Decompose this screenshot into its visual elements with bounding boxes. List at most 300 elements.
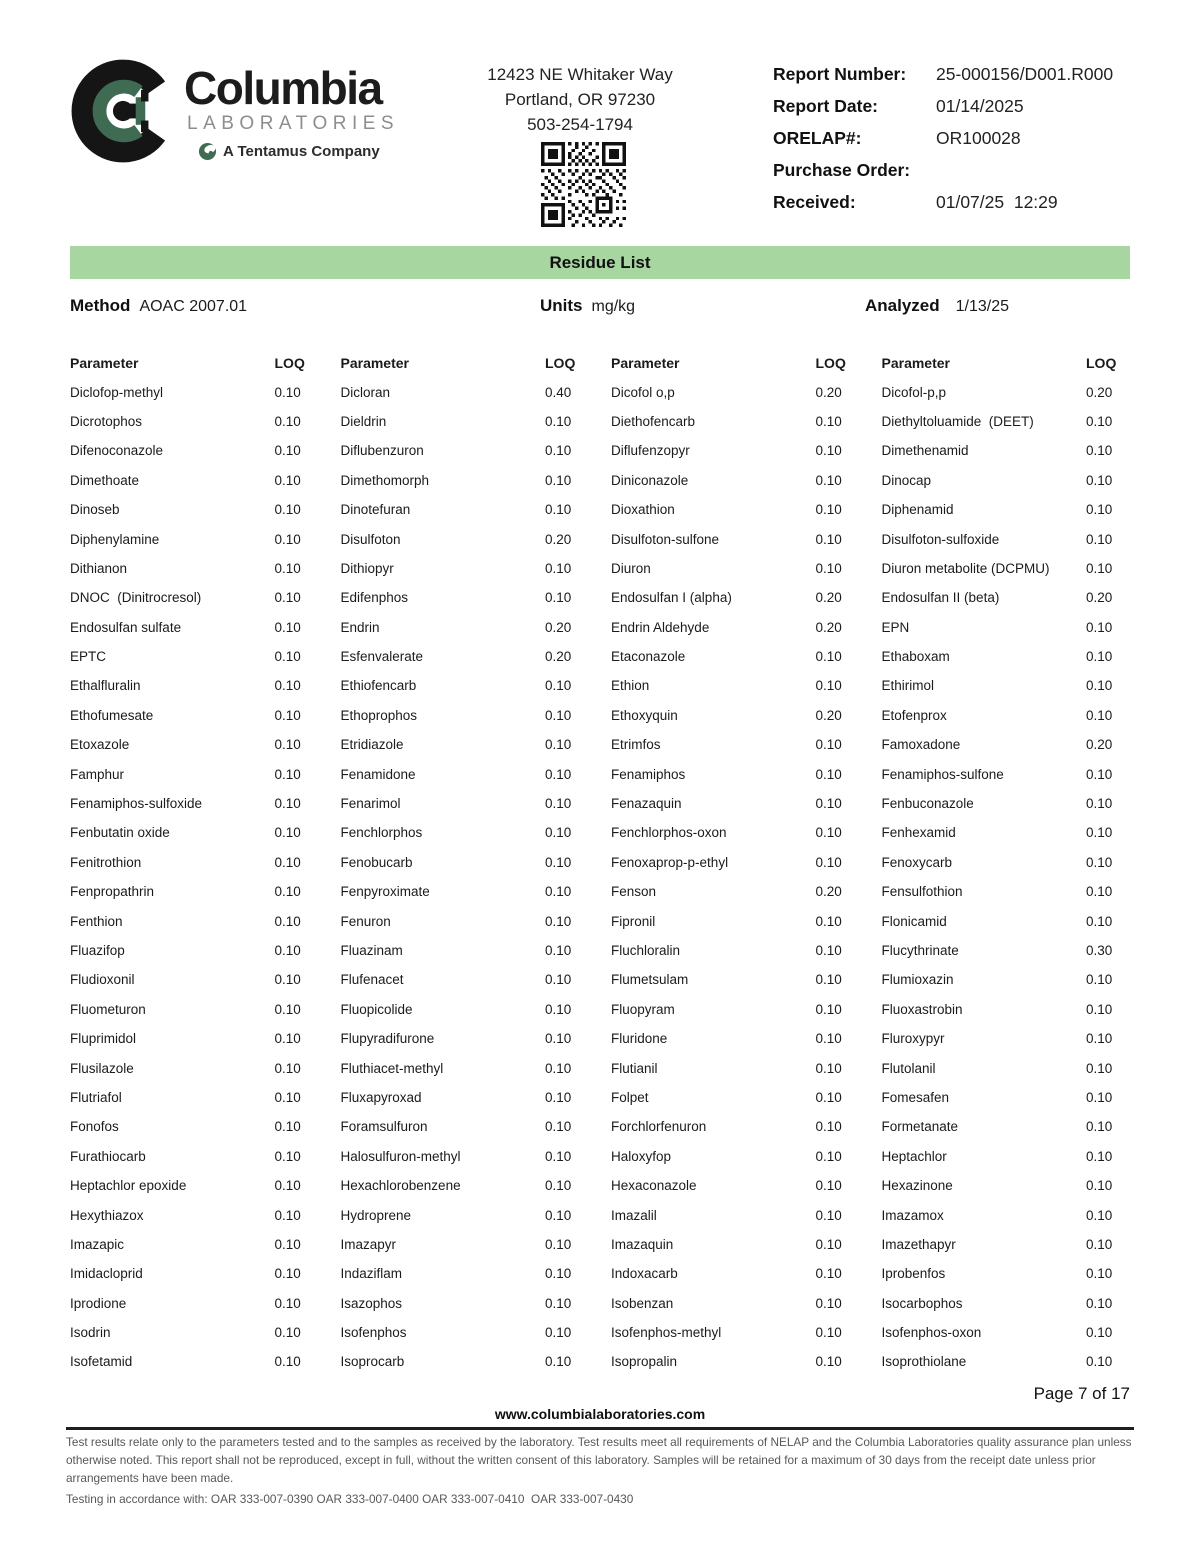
residue-row: [70, 848, 319, 877]
loq-value: 0.10: [815, 531, 842, 547]
parameter-name: Fenobucarb: [340, 854, 413, 870]
parameter-name: Iprobenfos: [881, 1266, 946, 1282]
parameter-name: Fenpropathrin: [70, 884, 155, 900]
residue-row: [882, 407, 1131, 436]
residue-row: [611, 377, 860, 406]
parameter-name: Flufenacet: [340, 972, 404, 988]
residue-row: [70, 436, 319, 465]
residue-row: [882, 377, 1131, 406]
residue-row: [70, 377, 319, 406]
residue-row: [70, 1112, 319, 1141]
loq-value: 0.10: [545, 1295, 572, 1311]
residue-row: [882, 906, 1131, 935]
loq-value: 0.10: [274, 472, 301, 488]
loq-value: 0.40: [545, 384, 572, 400]
residue-row: [611, 877, 860, 906]
residue-row: [70, 642, 319, 671]
residue-row: [341, 1259, 590, 1288]
loq-value: 0.10: [545, 1031, 572, 1047]
parameter-name: Difenoconazole: [70, 443, 164, 459]
parameter-name: Isobenzan: [611, 1295, 674, 1311]
parameter-name: Fenthion: [70, 913, 123, 929]
parameter-name: Etoxazole: [70, 737, 130, 753]
report-field-row: [773, 192, 1143, 224]
parameter-name: Dimethenamid: [881, 443, 969, 459]
residue-row: [611, 436, 860, 465]
parameter-name: Diflufenzopyr: [611, 443, 690, 459]
residue-row: [611, 554, 860, 583]
loq-value: 0.10: [274, 707, 301, 723]
loq-value: 0.10: [274, 796, 301, 812]
loq-value: 0.30: [1086, 943, 1113, 958]
loq-value: 0.10: [545, 1207, 572, 1223]
parameter-name: Fluazifop: [70, 943, 125, 958]
parameter-name: Dimethomorph: [340, 472, 430, 488]
loq-value: 0.10: [1086, 854, 1113, 870]
residue-row: [611, 1347, 860, 1376]
loq-value: 0.10: [1086, 472, 1113, 488]
parameter-name: Imazapyr: [340, 1236, 397, 1252]
residue-table: [70, 348, 1130, 1377]
loq-value: 0.10: [274, 649, 301, 665]
residue-row: [70, 759, 319, 788]
residue-row: [882, 730, 1131, 759]
parameter-name: Dicrotophos: [70, 413, 143, 429]
residue-table-header-row: [341, 348, 590, 377]
loq-value: 0.20: [815, 707, 842, 723]
report-field-row: [773, 64, 1143, 96]
residue-row: [882, 1259, 1131, 1288]
parameter-name: Ethofumesate: [70, 707, 154, 723]
loq-value: 0.10: [274, 766, 301, 782]
parameter-name: Fenpyroximate: [340, 884, 430, 900]
loq-value: 0.10: [815, 913, 842, 929]
residue-row: [611, 1259, 860, 1288]
testing-accordance-text: Testing in accordance with: OAR 333-007-0390 OAR 333-007-0400 OAR 333-007-0410 OAR 333-007-0430: [66, 1492, 634, 1506]
page-number: Page 7 of 17: [1033, 1384, 1130, 1403]
parameter-name: Esfenvalerate: [340, 649, 424, 665]
parameter-column-header: Parameter: [881, 354, 950, 371]
residue-row: [70, 1200, 319, 1229]
loq-value: 0.20: [545, 619, 572, 635]
parameter-name: Hexachlorobenzene: [340, 1178, 461, 1194]
loq-value: 0.10: [274, 560, 301, 576]
analyzed-value: 1/13/25: [955, 298, 1010, 315]
loq-value: 0.10: [815, 413, 842, 429]
loq-value: 0.10: [274, 1148, 301, 1164]
residue-row: [341, 848, 590, 877]
parameter-name: Hexazinone: [881, 1178, 953, 1194]
residue-row: [341, 642, 590, 671]
parameter-name: Flutianil: [611, 1060, 658, 1076]
parameter-name: Heptachlor: [881, 1148, 947, 1164]
parameter-name: Fipronil: [611, 913, 656, 929]
parameter-name: Ethirimol: [881, 678, 935, 694]
loq-value: 0.10: [274, 1031, 301, 1047]
residue-row: [882, 877, 1131, 906]
loq-value: 0.10: [1086, 1236, 1113, 1252]
parameter-name: Hexaconazole: [611, 1178, 697, 1194]
residue-row: [611, 965, 860, 994]
parameter-name: Fenoxycarb: [881, 854, 953, 870]
loq-value: 0.10: [545, 972, 572, 988]
loq-column-header: LOQ: [815, 354, 846, 371]
residue-row: [882, 936, 1131, 965]
loq-value: 0.10: [274, 1089, 301, 1105]
loq-value: 0.20: [1086, 590, 1113, 606]
residue-row: [882, 1053, 1131, 1082]
loq-value: 0.10: [545, 1178, 572, 1194]
loq-value: 0.10: [815, 1119, 842, 1135]
parameter-name: Fenitrothion: [70, 854, 142, 870]
logo-wordmark: Columbia: [184, 62, 382, 114]
residue-row: [70, 1024, 319, 1053]
loq-value: 0.10: [815, 825, 842, 841]
loq-value: 0.10: [545, 737, 572, 753]
residue-row: [341, 1289, 590, 1318]
parameter-column-header: Parameter: [340, 354, 409, 371]
parameter-name: Isocarbophos: [881, 1295, 963, 1311]
residue-row: [882, 613, 1131, 642]
loq-value: 0.10: [545, 443, 572, 459]
loq-value: 0.10: [545, 913, 572, 929]
loq-value: 0.10: [545, 854, 572, 870]
residue-row: [70, 789, 319, 818]
loq-value: 0.10: [545, 943, 572, 958]
parameter-name: Fenamiphos-sulfoxide: [70, 796, 203, 812]
loq-value: 0.20: [545, 531, 572, 547]
residue-row: [611, 1230, 860, 1259]
parameter-name: Endosulfan I (alpha): [611, 590, 732, 606]
residue-row: [882, 466, 1131, 495]
residue-row: [341, 1230, 590, 1259]
residue-row: [70, 1230, 319, 1259]
loq-value: 0.10: [545, 1325, 572, 1341]
residue-row: [882, 789, 1131, 818]
loq-value: 0.10: [274, 502, 301, 518]
loq-column-header: LOQ: [1086, 354, 1117, 371]
residue-row: [611, 671, 860, 700]
parameter-name: Isopropalin: [611, 1354, 678, 1370]
parameter-name: Endosulfan sulfate: [70, 619, 182, 635]
residue-row: [70, 466, 319, 495]
loq-value: 0.20: [815, 384, 842, 400]
parameter-name: Disulfoton-sulfoxide: [881, 531, 1000, 547]
residue-row: [341, 554, 590, 583]
parameter-name: Diclofop-methyl: [70, 384, 164, 400]
parameter-name: Dicofol o,p: [611, 384, 675, 400]
parameter-name: Heptachlor epoxide: [70, 1178, 187, 1194]
loq-value: 0.10: [815, 943, 842, 958]
loq-value: 0.10: [815, 796, 842, 812]
loq-value: 0.10: [815, 1354, 842, 1370]
residue-row: [611, 642, 860, 671]
residue-row: [882, 1200, 1131, 1229]
loq-value: 0.10: [1086, 678, 1113, 694]
loq-value: 0.10: [274, 1236, 301, 1252]
parameter-name: Fluazinam: [340, 943, 403, 958]
parameter-name: Fluthiacet-methyl: [340, 1060, 444, 1076]
loq-value: 0.10: [545, 707, 572, 723]
residue-row: [341, 407, 590, 436]
parameter-name: Etofenprox: [881, 707, 947, 723]
lab-address-block: [415, 62, 745, 137]
residue-row: [341, 1171, 590, 1200]
residue-row: [341, 583, 590, 612]
parameter-name: Fenbuconazole: [881, 796, 974, 812]
residue-row: [341, 1083, 590, 1112]
loq-value: 0.10: [545, 796, 572, 812]
received-label: Received:: [773, 192, 856, 212]
analysis-meta-row: [70, 296, 1130, 320]
residue-row: [341, 436, 590, 465]
parameter-name: Fluroxypyr: [881, 1031, 945, 1047]
parameter-name: Dinoseb: [70, 502, 120, 518]
residue-row: [611, 524, 860, 553]
loq-value: 0.10: [545, 884, 572, 900]
loq-value: 0.10: [274, 384, 301, 400]
residue-row: [70, 495, 319, 524]
residue-row: [341, 671, 590, 700]
logo-subtitle: LABORATORIES: [187, 113, 400, 134]
parameter-name: Disulfoton-sulfone: [611, 531, 720, 547]
loq-value: 0.10: [1086, 1354, 1113, 1370]
residue-row: [611, 818, 860, 847]
residue-row: [611, 1024, 860, 1053]
residue-row: [611, 848, 860, 877]
parameter-name: Diflubenzuron: [340, 443, 424, 459]
parameter-name: Indoxacarb: [611, 1266, 678, 1282]
residue-row: [341, 524, 590, 553]
loq-value: 0.10: [545, 1148, 572, 1164]
loq-value: 0.10: [545, 1236, 572, 1252]
residue-row: [70, 613, 319, 642]
parameter-name: Imazaquin: [611, 1236, 674, 1252]
disclaimer-text: Test results relate only to the parameters tested and to the samples as received by the laboratory. Test results meet all requirements of NELAP and the Columbia Laboratories quality assurance plan unless otherwise noted. This report shall not be reproduced, except in full, without the written consent of this laboratory. Samples will be retained for a maximum of 30 days from the receipt date unless prior arrangements have been made.: [66, 1435, 1132, 1485]
loq-value: 0.10: [815, 1266, 842, 1282]
parameter-name: Dioxathion: [611, 502, 675, 518]
loq-value: 0.20: [815, 619, 842, 635]
parameter-name: Edifenphos: [340, 590, 409, 606]
units-value: mg/kg: [591, 298, 636, 315]
loq-value: 0.10: [545, 413, 572, 429]
loq-value: 0.10: [1086, 972, 1113, 988]
parameter-name: Etaconazole: [611, 649, 686, 665]
loq-value: 0.10: [815, 737, 842, 753]
columbia-laboratories-logo: [70, 58, 399, 164]
parameter-name: Flupyradifurone: [340, 1031, 435, 1047]
residue-row: [341, 1347, 590, 1376]
parameter-name: Ethoxyquin: [611, 707, 678, 723]
parameter-name: Imazamox: [881, 1207, 944, 1223]
residue-row: [611, 1318, 860, 1347]
residue-row: [611, 906, 860, 935]
residue-row: [341, 1318, 590, 1347]
parameter-name: Diethyltoluamide (DEET): [881, 413, 1034, 429]
report-field-row: [773, 96, 1143, 128]
parameter-name: Diphenamid: [881, 502, 954, 518]
loq-value: 0.10: [1086, 1119, 1113, 1135]
residue-row: [611, 701, 860, 730]
residue-row: [70, 554, 319, 583]
loq-value: 0.10: [815, 766, 842, 782]
parameter-name: Imazethapyr: [881, 1236, 956, 1252]
loq-value: 0.10: [1086, 1325, 1113, 1341]
parameter-name: Fenamiphos: [611, 766, 686, 782]
residue-row: [611, 936, 860, 965]
residue-row: [611, 1112, 860, 1141]
residue-row: [882, 995, 1131, 1024]
residue-row: [341, 1112, 590, 1141]
residue-row: [341, 495, 590, 524]
loq-value: 0.20: [815, 884, 842, 900]
residue-row: [882, 965, 1131, 994]
loq-value: 0.20: [1086, 384, 1113, 400]
residue-row: [70, 1259, 319, 1288]
parameter-name: Ethoprophos: [340, 707, 418, 723]
parameter-name: Etridiazole: [340, 737, 404, 753]
website-url: www.columbialaboratories.com: [494, 1406, 706, 1422]
parameter-name: Imazapic: [70, 1236, 125, 1252]
residue-row: [882, 495, 1131, 524]
residue-row: [341, 759, 590, 788]
residue-row: [611, 1200, 860, 1229]
residue-row: [611, 407, 860, 436]
parameter-name: Fluridone: [611, 1031, 668, 1047]
residue-row: [611, 789, 860, 818]
loq-value: 0.10: [545, 1060, 572, 1076]
footer-divider: [66, 1427, 1134, 1430]
residue-row: [70, 1171, 319, 1200]
loq-value: 0.10: [545, 1001, 572, 1017]
residue-row: [70, 1289, 319, 1318]
loq-value: 0.10: [815, 1295, 842, 1311]
parameter-name: Furathiocarb: [70, 1148, 146, 1164]
parameter-name: Fluometuron: [70, 1001, 146, 1017]
parameter-name: Flutolanil: [881, 1060, 936, 1076]
parameter-name: Fluopicolide: [340, 1001, 413, 1017]
residue-row: [341, 818, 590, 847]
loq-value: 0.10: [545, 472, 572, 488]
residue-row: [882, 436, 1131, 465]
loq-value: 0.20: [815, 590, 842, 606]
loq-value: 0.10: [545, 560, 572, 576]
parameter-name: Isofenphos: [340, 1325, 407, 1341]
residue-table-column-4: [882, 348, 1131, 1377]
residue-row: [70, 583, 319, 612]
residue-row: [341, 1200, 590, 1229]
analyzed-label: Analyzed: [865, 296, 940, 315]
parameter-name: Isodrin: [70, 1325, 111, 1341]
parameter-name: Ethiofencarb: [340, 678, 417, 694]
residue-row: [70, 906, 319, 935]
loq-value: 0.10: [1086, 1266, 1113, 1282]
loq-value: 0.10: [274, 825, 301, 841]
residue-row: [611, 613, 860, 642]
loq-value: 0.10: [274, 413, 301, 429]
parameter-name: Fenson: [611, 884, 657, 900]
residue-row: [341, 377, 590, 406]
loq-value: 0.10: [274, 1354, 301, 1370]
residue-row: [882, 1289, 1131, 1318]
purchase-order-label: Purchase Order:: [773, 160, 911, 180]
parameter-name: EPTC: [70, 649, 107, 665]
parameter-name: Endrin: [340, 619, 380, 635]
loq-value: 0.10: [1086, 1001, 1113, 1017]
residue-row: [70, 1053, 319, 1082]
parameter-name: Isazophos: [340, 1295, 403, 1311]
residue-row: [70, 730, 319, 759]
residue-row: [70, 877, 319, 906]
residue-row: [341, 965, 590, 994]
report-info-block: [773, 64, 1143, 224]
method-label: Method: [70, 296, 131, 315]
loq-column-header: LOQ: [545, 354, 576, 371]
residue-row: [611, 1289, 860, 1318]
residue-row: [341, 1024, 590, 1053]
loq-value: 0.10: [1086, 884, 1113, 900]
parameter-name: Flusilazole: [70, 1060, 134, 1076]
residue-table-column-2: [341, 348, 590, 1377]
parameter-name: Halosulfuron-methyl: [340, 1148, 461, 1164]
parameter-name: Endrin Aldehyde: [611, 619, 710, 635]
parameter-name: Diethofencarb: [611, 413, 696, 429]
loq-value: 0.10: [274, 619, 301, 635]
loq-column-header: LOQ: [274, 354, 305, 371]
tentamus-leaf-icon: [198, 142, 217, 161]
loq-value: 0.10: [1086, 796, 1113, 812]
residue-row: [70, 524, 319, 553]
loq-value: 0.10: [274, 1119, 301, 1135]
loq-value: 0.10: [1086, 1295, 1113, 1311]
residue-row: [341, 730, 590, 759]
residue-row: [882, 1347, 1131, 1376]
parameter-name: Imidacloprid: [70, 1266, 143, 1282]
residue-row: [341, 995, 590, 1024]
loq-value: 0.10: [274, 854, 301, 870]
loq-value: 0.10: [815, 443, 842, 459]
parameter-name: Famphur: [70, 766, 125, 782]
loq-value: 0.10: [1086, 1148, 1113, 1164]
loq-value: 0.10: [815, 1089, 842, 1105]
residue-row: [341, 936, 590, 965]
parameter-name: Formetanate: [881, 1119, 959, 1135]
parameter-name: Famoxadone: [881, 737, 961, 753]
parameter-name: Endosulfan II (beta): [881, 590, 1000, 606]
loq-value: 0.10: [545, 1354, 572, 1370]
columbia-c-logo-icon: [70, 58, 176, 164]
residue-row: [882, 642, 1131, 671]
loq-value: 0.10: [545, 825, 572, 841]
parameter-name: DNOC (Dinitrocresol): [70, 590, 202, 606]
parameter-name: Diniconazole: [611, 472, 689, 488]
residue-row: [70, 1318, 319, 1347]
loq-value: 0.10: [1086, 560, 1113, 576]
loq-value: 0.10: [815, 1207, 842, 1223]
residue-row: [70, 818, 319, 847]
parameter-name: Imazalil: [611, 1207, 657, 1223]
qr-code: [541, 142, 626, 227]
parameter-name: Forchlorfenuron: [611, 1119, 707, 1135]
loq-value: 0.10: [1086, 619, 1113, 635]
residue-row: [882, 1024, 1131, 1053]
parameter-name: Flumioxazin: [881, 972, 954, 988]
loq-value: 0.10: [545, 1266, 572, 1282]
parameter-name: Diuron metabolite (DCPMU): [881, 560, 1050, 576]
tentamus-tagline: [198, 142, 399, 161]
tagline-text: A Tentamus Company: [223, 143, 380, 160]
loq-value: 0.10: [274, 531, 301, 547]
